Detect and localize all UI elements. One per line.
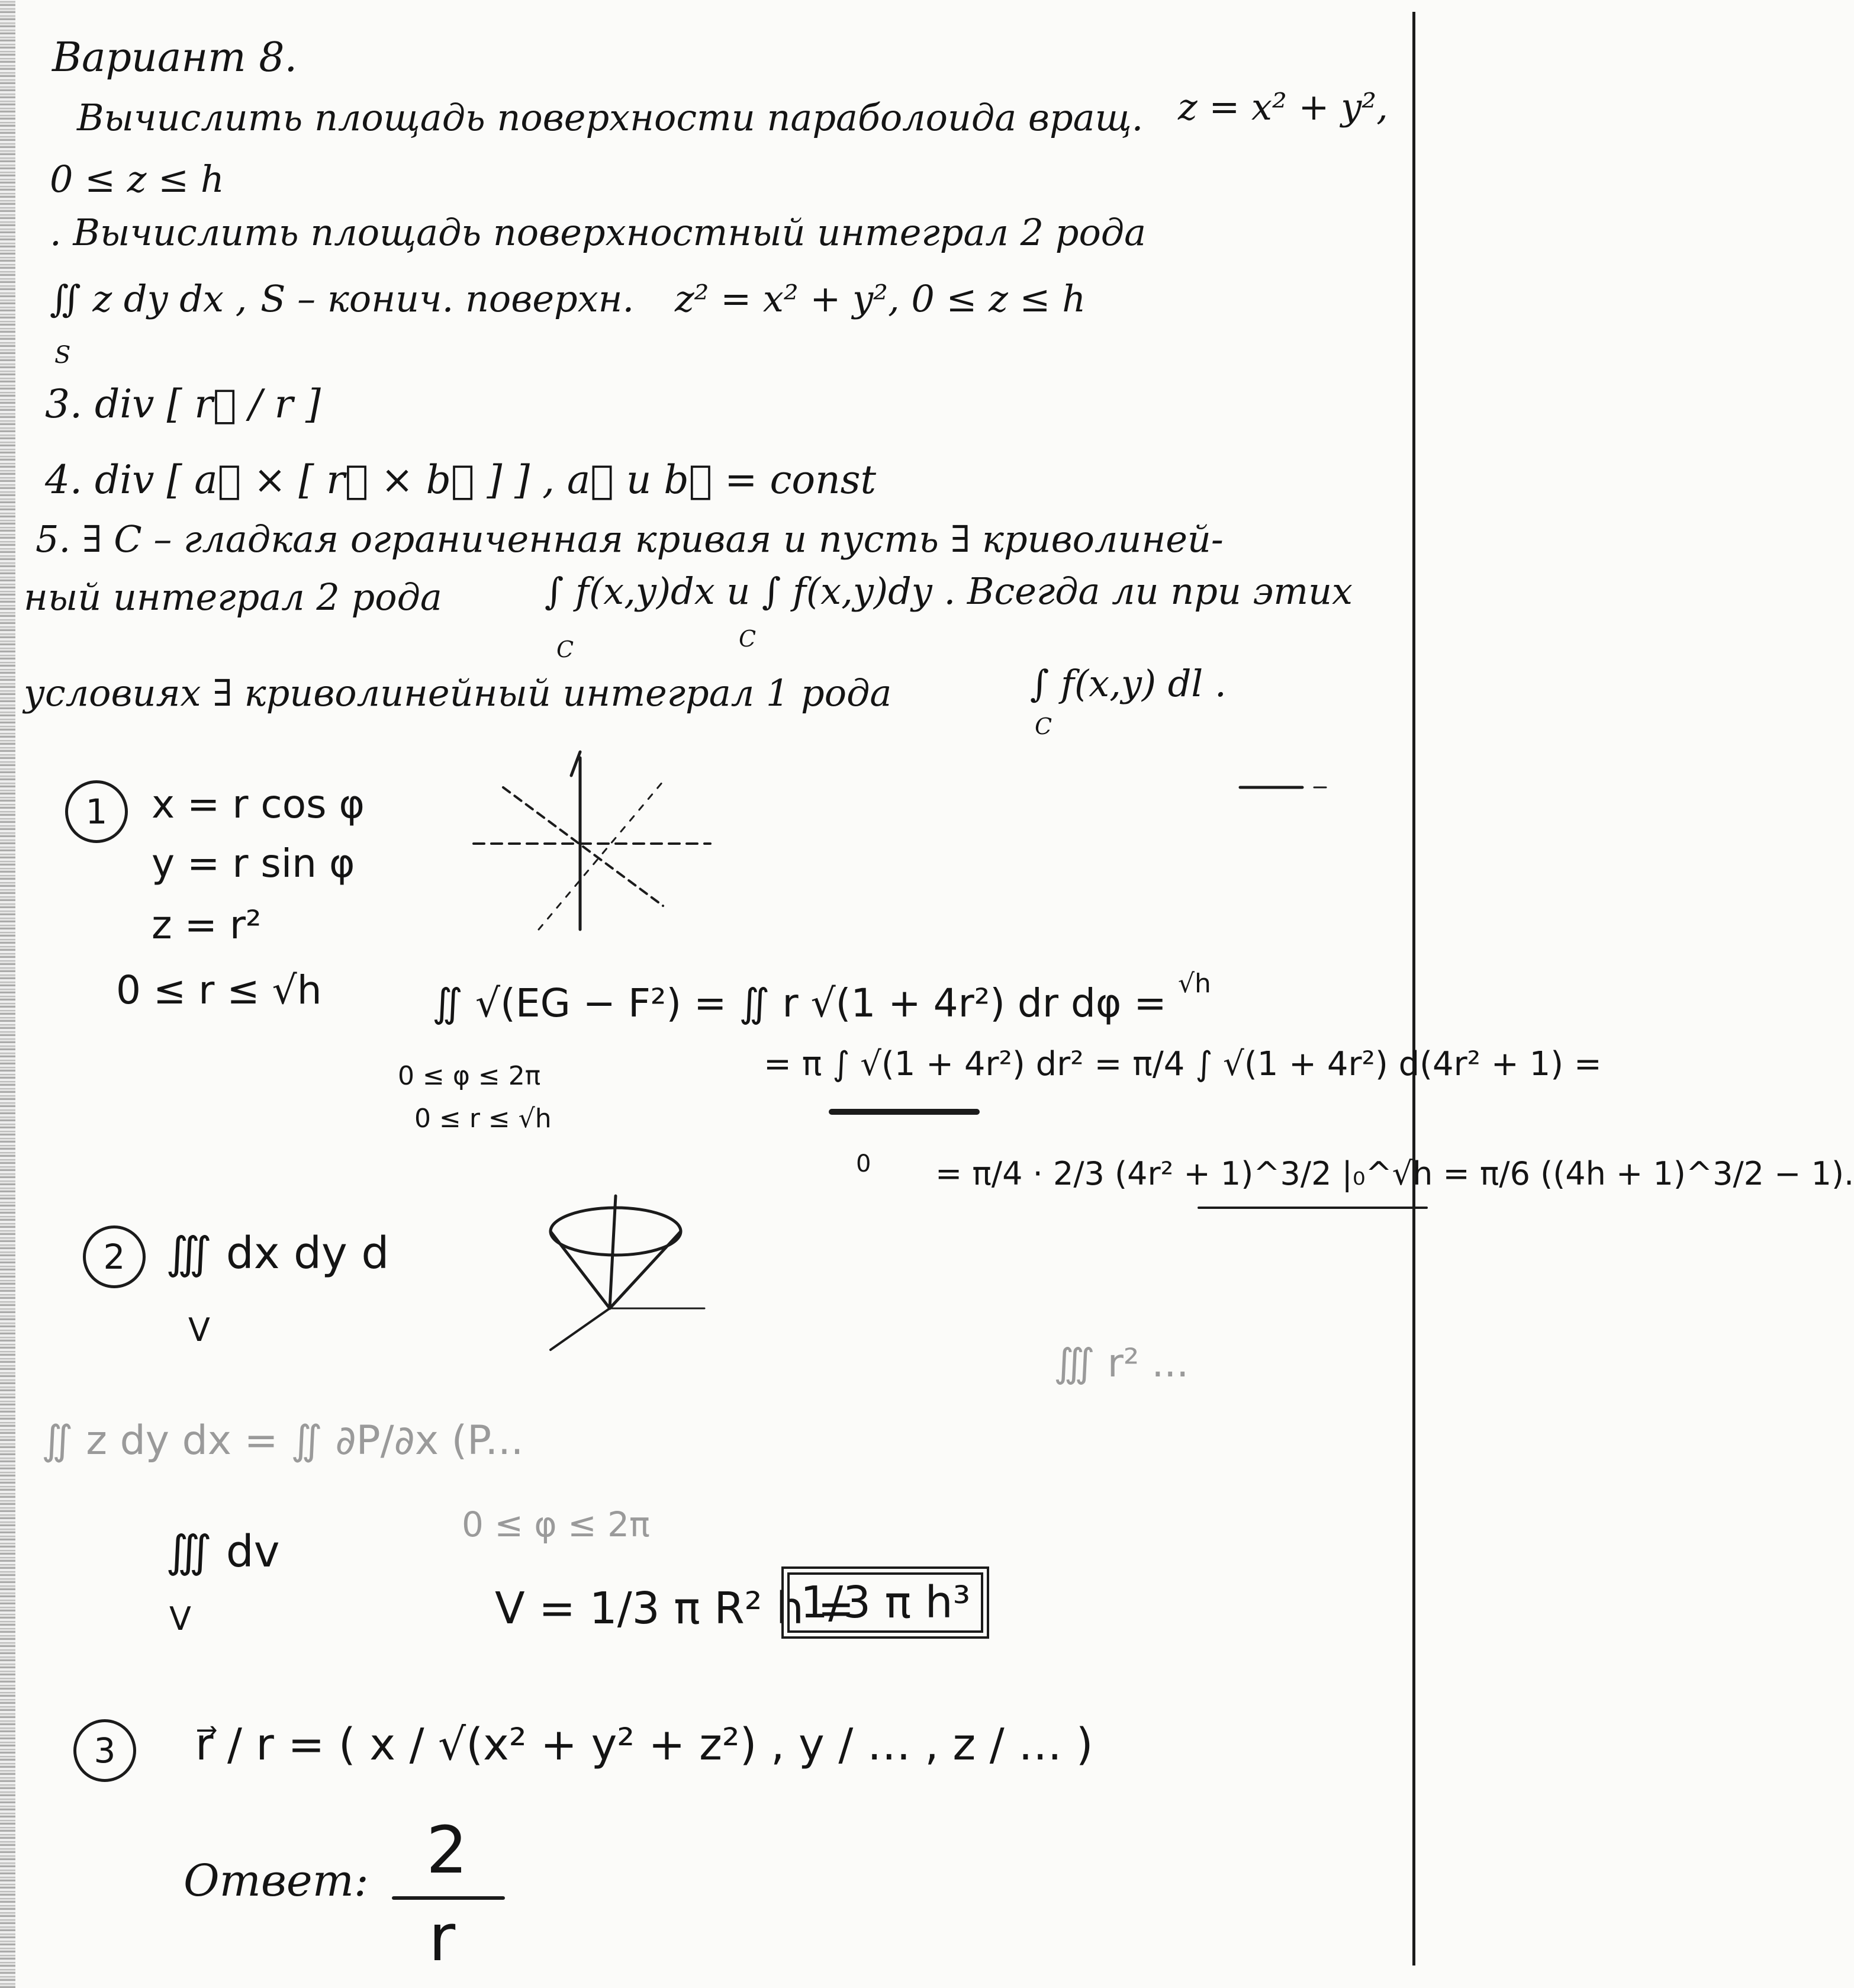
problem5-sub-c2: C: [739, 626, 757, 652]
solution1-underline-2: [1196, 1202, 1433, 1214]
variant-title: Вариант 8.: [52, 34, 298, 81]
problem5-sub-c3: C: [1035, 713, 1052, 739]
solution2-triple-div: ∭ dv: [166, 1526, 280, 1577]
problem5-line3b: ∫ f(x,y) dl .: [1030, 662, 1227, 705]
solution1-eq-x: x = r cos φ: [152, 781, 365, 827]
problem5-line2a: ный интеграл 2 рода: [24, 575, 442, 619]
solution2-number: 2: [83, 1225, 146, 1288]
solution2-faint-line1: ∬ z dy dx = ∬ ∂P/∂x (P...: [41, 1417, 524, 1464]
stray-dash: [1237, 781, 1332, 793]
problem1-range: 0 ≤ z ≤ h: [50, 157, 224, 201]
solution1-eq-y: y = r sin φ: [152, 841, 355, 886]
answer-numerator: 2: [426, 1812, 468, 1888]
solution2-faint-line2: ∭ r² ...: [1054, 1340, 1189, 1386]
scan-noise-strip: [0, 0, 15, 1988]
solution1-step2-lower: 0: [856, 1150, 871, 1178]
problem5-line1: 5. ∃ C – гладкая ограниченная кривая и пусть ∃ криволиней-: [36, 517, 1224, 561]
solution1-limits-r: 0 ≤ r ≤ √h: [414, 1104, 552, 1134]
answer-denominator: r: [429, 1900, 456, 1976]
solution2-triple-sub: V: [188, 1311, 210, 1349]
solution1-range-r: 0 ≤ r ≤ √h: [116, 967, 322, 1013]
problem1-text: Вычислить площадь поверхности параболоида вращ.: [77, 96, 1144, 139]
solution1-integral: ∬ √(EG − F²) = ∬ r √(1 + 4r²) dr dφ =: [432, 980, 1167, 1026]
problem3-text: 3. div [ r⃗ / r ]: [45, 381, 321, 427]
problem4-text: 4. div [ a⃗ × [ r⃗ × b⃗ ] ] , a⃗ и b⃗ = const: [45, 457, 877, 503]
solution1-upper-limit: √h: [1178, 969, 1211, 999]
problem5-line2b: ∫ f(x,y)dx и ∫ f(x,y)dy . Всегда ли при этих: [545, 570, 1353, 613]
problem1-formula: z = x² + y²,: [1178, 85, 1388, 128]
problem2-formula: z² = x² + y², 0 ≤ z ≤ h: [675, 277, 1086, 320]
solution3-number: 3: [73, 1719, 136, 1782]
problem2-subscript: S: [54, 342, 71, 369]
problem5-line3a: условиях ∃ криволинейный интеграл 1 рода: [24, 671, 892, 715]
solution1-underline: [829, 1106, 983, 1118]
solution1-limits-phi: 0 ≤ φ ≤ 2π: [398, 1061, 541, 1091]
solution2-volume: V = 1/3 π R² h =: [495, 1583, 855, 1634]
solution1-step3: = π/4 · 2/3 (4r² + 1)^3/2 |₀^√h = π/6 ((4h + 1)^3/2 − 1).: [935, 1155, 1854, 1192]
problem2-integral: ∬ z dy dx ,: [50, 277, 247, 320]
axes-sketch: [468, 734, 716, 929]
problem2-surface: S – конич. поверхн.: [260, 277, 635, 320]
solution1-step2: = π ∫ √(1 + 4r²) dr² = π/4 ∫ √(1 + 4r²) d(4r² + 1) =: [764, 1045, 1602, 1083]
solution3-vector: r⃗ / r = ( x / √(x² + y² + z²) , y / … , z / … ): [195, 1719, 1093, 1770]
solution1-number: 1: [65, 780, 128, 843]
solution2-triple-div-sub: V: [169, 1600, 191, 1638]
solution2-triple-integral: ∭ dx dy d: [166, 1228, 390, 1279]
cone-sketch: [527, 1190, 722, 1356]
solution2-volume-answer: 1/3 π h³: [787, 1572, 983, 1633]
solution2-range: 0 ≤ φ ≤ 2π: [462, 1504, 650, 1545]
problem5-sub-c1: C: [556, 636, 574, 662]
solution1-eq-z: z = r²: [152, 902, 262, 948]
problem2-text: . Вычислить площадь поверхностный интеграл 2 рода: [50, 211, 1147, 254]
answer-label: Ответ:: [184, 1855, 369, 1906]
page-right-rule: [1412, 12, 1415, 1966]
